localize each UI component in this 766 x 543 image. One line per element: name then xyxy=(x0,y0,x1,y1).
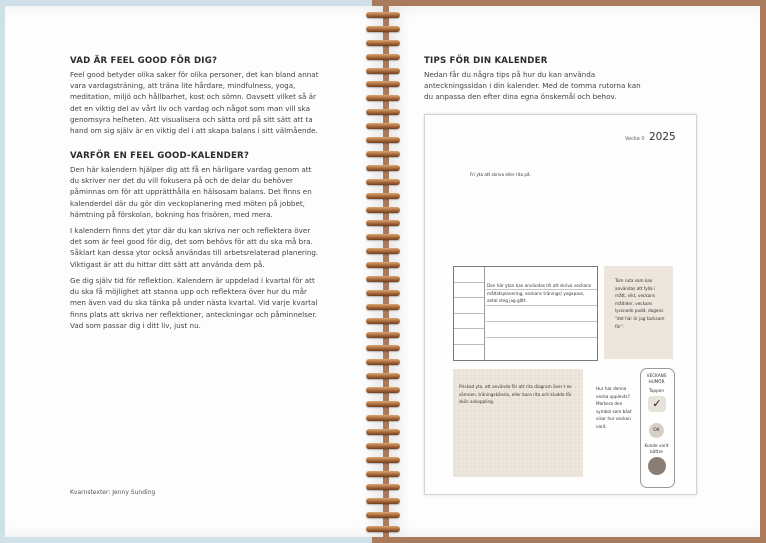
spiral-ring xyxy=(366,304,400,310)
paragraph-tips-intro: Nedan får du några tips på hur du kan använda anteckningssidan i din kalender. Med de tomma rutorna kan du anpassa den efter dina egna önskemål och behov. xyxy=(424,70,641,102)
spiral-ring xyxy=(366,498,400,504)
dotted-box-text: Prickad yta, att använda för att rita diagram över t ex sömnen, träningskänsla, eller bara rita och kludda för skön avkoppling. xyxy=(459,384,572,405)
spiral-ring xyxy=(366,81,400,87)
spiral-ring xyxy=(366,345,400,351)
spiral-ring xyxy=(366,193,400,199)
spiral-ring xyxy=(366,109,400,115)
paragraph-reflection-time: Ge dig själv tid för reflektion. Kalendern är uppdelad i kvartal för att du ska få möjlighet att stanna upp och reflektera över hur du mår men även vad du ska tänka på under nästa kvartal. Vid varje kvartal finns plats att skriva ner reflektioner, anteckningar och påminnelser. Vad som passar dig i ditt liv, just nu. xyxy=(70,276,318,330)
spiral-ring xyxy=(366,443,400,449)
spiral-ring xyxy=(366,26,400,32)
heading-tips: TIPS FÖR DIN KALENDER xyxy=(424,56,548,66)
spiral-ring xyxy=(366,137,400,143)
spiral-ring xyxy=(366,457,400,463)
spiral-ring xyxy=(366,415,400,421)
spiral-ring xyxy=(366,95,400,101)
spiral-ring xyxy=(366,151,400,157)
spiral-ring xyxy=(366,123,400,129)
spiral-ring xyxy=(366,68,400,74)
lined-box-text: Den här ytan kan användas till att skriva veckans måltidsplanering, veckans tränings/ yogapass, antal steg jag gått. xyxy=(487,283,591,304)
checkmark-icon: ✓ xyxy=(648,396,666,412)
mood-low-label: Kunde varit bättre xyxy=(644,443,669,454)
paragraph-feel-good: Feel good betyder olika saker för olika personer, det kan bland annat vara vardagsträning, att träna lite hårdare, mindfulness, yoga, meditation, miljö och hållbarhet, kost och sömn. Oavsett vilket så är det en viktig del av vårt liv och vardag och något som man vill ska genomsyra helheten. Att visualisera och sätta ord på sitt sätt att ta hand om sig själv är en viktig del i att skapa balans i sitt välmående. xyxy=(70,70,319,136)
mood-ok-circle: OK xyxy=(649,423,664,438)
spiral-ring xyxy=(366,387,400,393)
spiral-ring xyxy=(366,359,400,365)
spiral-ring xyxy=(366,262,400,268)
spiral-ring xyxy=(366,373,400,379)
spiral-binding xyxy=(366,8,400,536)
free-area-text: Fri yta att skriva eller rita på. xyxy=(470,172,531,177)
spiral-ring xyxy=(366,165,400,171)
spiral-ring xyxy=(366,290,400,296)
week-label: Vecka 0 xyxy=(625,136,645,142)
spiral-ring xyxy=(366,179,400,185)
spiral-ring xyxy=(366,332,400,338)
spiral-ring xyxy=(366,12,400,18)
spiral-ring xyxy=(366,484,400,490)
spiral-ring xyxy=(366,207,400,213)
heading-why-calendar: VARFÖR EN FEEL GOOD-KALENDER? xyxy=(70,151,250,161)
spiral-ring xyxy=(366,526,400,532)
spiral-ring xyxy=(366,471,400,477)
spiral-ring xyxy=(366,512,400,518)
spiral-ring xyxy=(366,40,400,46)
spiral-ring xyxy=(366,276,400,282)
empty-box-text: Tom ruta som kan användas att fylla i mått, vikt, veckans måltider, veckans lyssnade podd, dagens "det här är jag tacksam för". xyxy=(615,278,665,329)
lined-box xyxy=(453,266,598,361)
paragraph-reflect-areas: I kalendern finns det ytor där du kan skriva ner och reflektera över det som är feel good för dig, det som behövs för att du ska må bra. Såklart kan dessa ytor också användas till arbetsrelaterad planering. Viktigast är att du hittar ditt sätt att använda dem på. xyxy=(70,226,319,269)
heading-what-is-feel-good: VAD ÄR FEEL GOOD FÖR DIG? xyxy=(70,56,218,66)
spiral-ring xyxy=(366,234,400,240)
spiral-ring xyxy=(366,318,400,324)
spiral-ring xyxy=(366,54,400,60)
year-label: 2025 xyxy=(649,131,676,143)
mood-low-dot xyxy=(648,457,666,475)
spiral-ring xyxy=(366,401,400,407)
spiral-ring xyxy=(366,220,400,226)
mood-question-text: Hur har denna vecka upplevts? Markera den symbol som bäst visar hur veckan varit. xyxy=(596,386,632,429)
mood-top-label: Toppen xyxy=(649,388,664,393)
paragraph-calendar-help: Den här kalendern hjälper dig att få en härligare vardag genom att du skriver ner det du vill fokusera på och de delar du behöver påminnas om för att upprätthålla en hälsosam balans. Det finns en kalenderdel där du gör din veckoplanering med möten på jobbet, hämtning på förskolan, bokning hos frisören, med mera. xyxy=(70,165,312,219)
mood-title: VECKANS HUMÖR xyxy=(646,373,667,384)
credit-text: Kvarnstexter: Jenny Sunding xyxy=(70,489,156,496)
spiral-ring xyxy=(366,248,400,254)
spiral-ring xyxy=(366,429,400,435)
